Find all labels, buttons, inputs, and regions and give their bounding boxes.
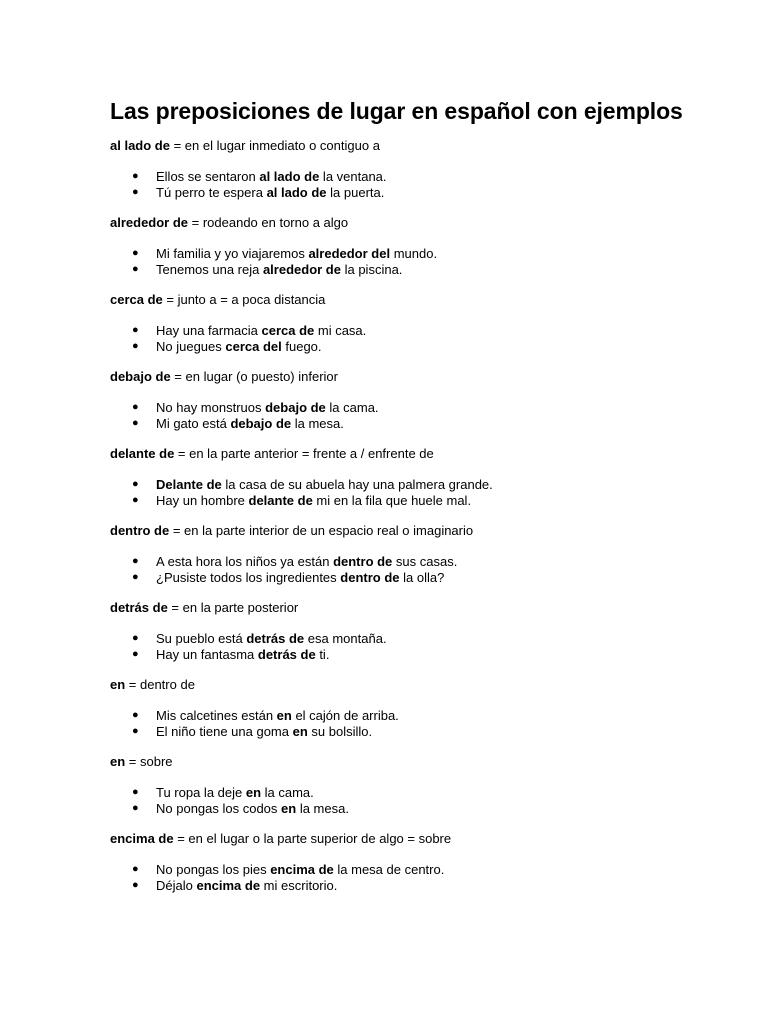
example-item bbox=[110, 246, 730, 262]
example-list bbox=[110, 169, 730, 200]
example-item bbox=[110, 862, 730, 878]
preposition-definition: = junto a = a poca distancia bbox=[162, 292, 326, 307]
example-list bbox=[110, 631, 730, 662]
example-item bbox=[110, 416, 730, 432]
example-preposition: encima de bbox=[270, 862, 334, 877]
example-item bbox=[110, 262, 730, 278]
example-preposition: en bbox=[245, 785, 262, 800]
example-text-after: mi escritorio. bbox=[260, 877, 338, 893]
document-title: Las preposiciones de lugar en español con ejemplos bbox=[110, 98, 683, 124]
example-preposition: detrás de bbox=[246, 631, 305, 646]
bullet-icon: ● bbox=[132, 170, 139, 182]
example-text-after: la mesa de centro. bbox=[333, 862, 445, 877]
example-preposition: debajo de bbox=[265, 400, 326, 415]
example-preposition: delante de bbox=[248, 492, 313, 508]
example-list bbox=[110, 708, 730, 739]
example-preposition: dentro de bbox=[333, 554, 393, 569]
preposition-section bbox=[110, 138, 730, 200]
preposition-term: dentro de bbox=[110, 523, 170, 538]
example-text-after: la cama. bbox=[325, 400, 379, 415]
preposition-section bbox=[110, 677, 730, 739]
example-item bbox=[110, 339, 730, 355]
definition-line bbox=[110, 600, 730, 616]
bullet-icon: ● bbox=[132, 570, 139, 583]
example-text-before: A esta hora los niños ya están bbox=[156, 554, 334, 569]
sections-container bbox=[110, 138, 730, 893]
preposition-term: al lado de bbox=[110, 138, 170, 153]
preposition-definition: = en el lugar o la parte superior de algo = sobre bbox=[173, 831, 452, 846]
preposition-definition: = en la parte posterior bbox=[167, 600, 299, 615]
preposition-section bbox=[110, 754, 730, 816]
bullet-icon: ● bbox=[132, 878, 139, 891]
example-text-after: la mesa. bbox=[291, 415, 344, 431]
example-preposition: alrededor del bbox=[308, 246, 391, 261]
preposition-definition: = dentro de bbox=[125, 677, 195, 692]
example-text-before: Tú perro te espera bbox=[156, 184, 267, 200]
example-text-after: la puerta. bbox=[326, 184, 385, 200]
bullet-icon: ● bbox=[132, 416, 139, 429]
example-list bbox=[110, 554, 730, 585]
example-list bbox=[110, 323, 730, 354]
preposition-definition: = en lugar (o puesto) inferior bbox=[170, 369, 338, 384]
example-text-after: esa montaña. bbox=[304, 631, 387, 646]
example-list bbox=[110, 862, 730, 893]
bullet-icon: ● bbox=[132, 185, 139, 198]
example-text-after: mi en la fila que huele mal. bbox=[312, 492, 472, 508]
example-item bbox=[110, 785, 730, 801]
preposition-section bbox=[110, 523, 730, 585]
definition-line bbox=[110, 523, 730, 539]
preposition-term: detrás de bbox=[110, 600, 168, 615]
example-text-after: la mesa. bbox=[296, 800, 349, 816]
example-preposition: al lado de bbox=[266, 184, 327, 200]
example-text-after: la olla? bbox=[399, 569, 445, 585]
example-item bbox=[110, 647, 730, 663]
preposition-term: alrededor de bbox=[110, 215, 189, 230]
bullet-icon: ● bbox=[132, 555, 139, 567]
preposition-section bbox=[110, 831, 730, 893]
bullet-icon: ● bbox=[132, 339, 139, 352]
example-text-after: sus casas. bbox=[392, 554, 458, 569]
bullet-icon: ● bbox=[132, 647, 139, 660]
bullet-icon: ● bbox=[132, 478, 139, 490]
example-text-after: mundo. bbox=[390, 246, 438, 261]
example-text-before: Hay una farmacia bbox=[156, 323, 262, 338]
preposition-section bbox=[110, 446, 730, 508]
preposition-term: debajo de bbox=[110, 369, 171, 384]
bullet-icon: ● bbox=[132, 262, 139, 275]
example-text-after: la casa de su abuela hay una palmera grande. bbox=[221, 477, 493, 492]
example-preposition: en bbox=[276, 708, 292, 723]
example-preposition: en bbox=[281, 800, 297, 816]
example-text-before: Mi gato está bbox=[156, 415, 231, 431]
example-text-before: Déjalo bbox=[156, 877, 197, 893]
example-text-before: Su pueblo está bbox=[156, 631, 247, 646]
definition-line bbox=[110, 215, 730, 231]
example-preposition: detrás de bbox=[257, 646, 316, 662]
example-text-before: Tenemos una reja bbox=[156, 261, 263, 277]
example-item bbox=[110, 570, 730, 586]
example-text-before: Ellos se sentaron bbox=[156, 169, 260, 184]
example-item bbox=[110, 631, 730, 647]
preposition-term: delante de bbox=[110, 446, 175, 461]
example-text-after: la piscina. bbox=[340, 261, 403, 277]
preposition-definition: = en la parte interior de un espacio real o imaginario bbox=[169, 523, 474, 538]
preposition-term: en bbox=[110, 677, 126, 692]
definition-line bbox=[110, 754, 730, 770]
example-list bbox=[110, 246, 730, 277]
bullet-icon: ● bbox=[132, 724, 139, 737]
example-text-after: mi casa. bbox=[314, 323, 367, 338]
example-list bbox=[110, 400, 730, 431]
bullet-icon: ● bbox=[132, 247, 139, 259]
definition-line bbox=[110, 292, 730, 308]
preposition-section bbox=[110, 292, 730, 354]
example-text-after: ti. bbox=[315, 646, 330, 662]
bullet-icon: ● bbox=[132, 493, 139, 506]
example-text-before: No pongas los codos bbox=[156, 800, 282, 816]
example-preposition: cerca de bbox=[261, 323, 315, 338]
example-text-after: la cama. bbox=[261, 785, 314, 800]
example-item bbox=[110, 400, 730, 416]
document-page bbox=[110, 97, 730, 908]
definition-line bbox=[110, 446, 730, 462]
preposition-section bbox=[110, 369, 730, 431]
example-text-after: fuego. bbox=[281, 338, 322, 354]
example-preposition: cerca del bbox=[225, 338, 282, 354]
example-item bbox=[110, 477, 730, 493]
example-item bbox=[110, 169, 730, 185]
preposition-section bbox=[110, 600, 730, 662]
example-list bbox=[110, 785, 730, 816]
bullet-icon: ● bbox=[132, 709, 139, 721]
definition-line bbox=[110, 138, 730, 154]
example-preposition: dentro de bbox=[340, 569, 400, 585]
example-item bbox=[110, 493, 730, 509]
example-text-before: Mis calcetines están bbox=[156, 708, 277, 723]
example-item bbox=[110, 724, 730, 740]
bullet-icon: ● bbox=[132, 863, 139, 875]
example-text-before: No pongas los pies bbox=[156, 862, 271, 877]
preposition-definition: = sobre bbox=[125, 754, 173, 769]
example-preposition: en bbox=[292, 723, 308, 739]
example-text-before: Hay un fantasma bbox=[156, 646, 258, 662]
example-item bbox=[110, 323, 730, 339]
example-text-after: el cajón de arriba. bbox=[291, 708, 399, 723]
example-text-after: su bolsillo. bbox=[307, 723, 373, 739]
example-text-before: Tu ropa la deje bbox=[156, 785, 246, 800]
example-preposition: alrededor de bbox=[262, 261, 341, 277]
example-item bbox=[110, 801, 730, 817]
preposition-definition: = rodeando en torno a algo bbox=[188, 215, 349, 230]
bullet-icon: ● bbox=[132, 401, 139, 413]
preposition-definition: = en la parte anterior = frente a / enfrente de bbox=[174, 446, 434, 461]
example-item bbox=[110, 708, 730, 724]
example-text-before: El niño tiene una goma bbox=[156, 723, 293, 739]
preposition-section bbox=[110, 215, 730, 277]
example-preposition: al lado de bbox=[259, 169, 320, 184]
preposition-definition: = en el lugar inmediato o contiguo a bbox=[169, 138, 380, 153]
example-text-before: Mi familia y yo viajaremos bbox=[156, 246, 309, 261]
definition-line bbox=[110, 677, 730, 693]
example-item bbox=[110, 878, 730, 894]
example-item bbox=[110, 554, 730, 570]
bullet-icon: ● bbox=[132, 324, 139, 336]
definition-line bbox=[110, 369, 730, 385]
example-text-before: ¿Pusiste todos los ingredientes bbox=[156, 569, 341, 585]
bullet-icon: ● bbox=[132, 632, 139, 644]
example-item bbox=[110, 185, 730, 201]
example-preposition: encima de bbox=[196, 877, 261, 893]
example-text-before: Hay un hombre bbox=[156, 492, 249, 508]
bullet-icon: ● bbox=[132, 786, 139, 798]
definition-line bbox=[110, 831, 730, 847]
example-list bbox=[110, 477, 730, 508]
preposition-term: en bbox=[110, 754, 126, 769]
bullet-icon: ● bbox=[132, 801, 139, 814]
example-preposition: debajo de bbox=[230, 415, 292, 431]
example-text-before: No juegues bbox=[156, 338, 226, 354]
preposition-term: encima de bbox=[110, 831, 174, 846]
example-text-before: No hay monstruos bbox=[156, 400, 266, 415]
preposition-term: cerca de bbox=[110, 292, 163, 307]
example-preposition: Delante de bbox=[156, 477, 222, 492]
example-text-after: la ventana. bbox=[319, 169, 387, 184]
